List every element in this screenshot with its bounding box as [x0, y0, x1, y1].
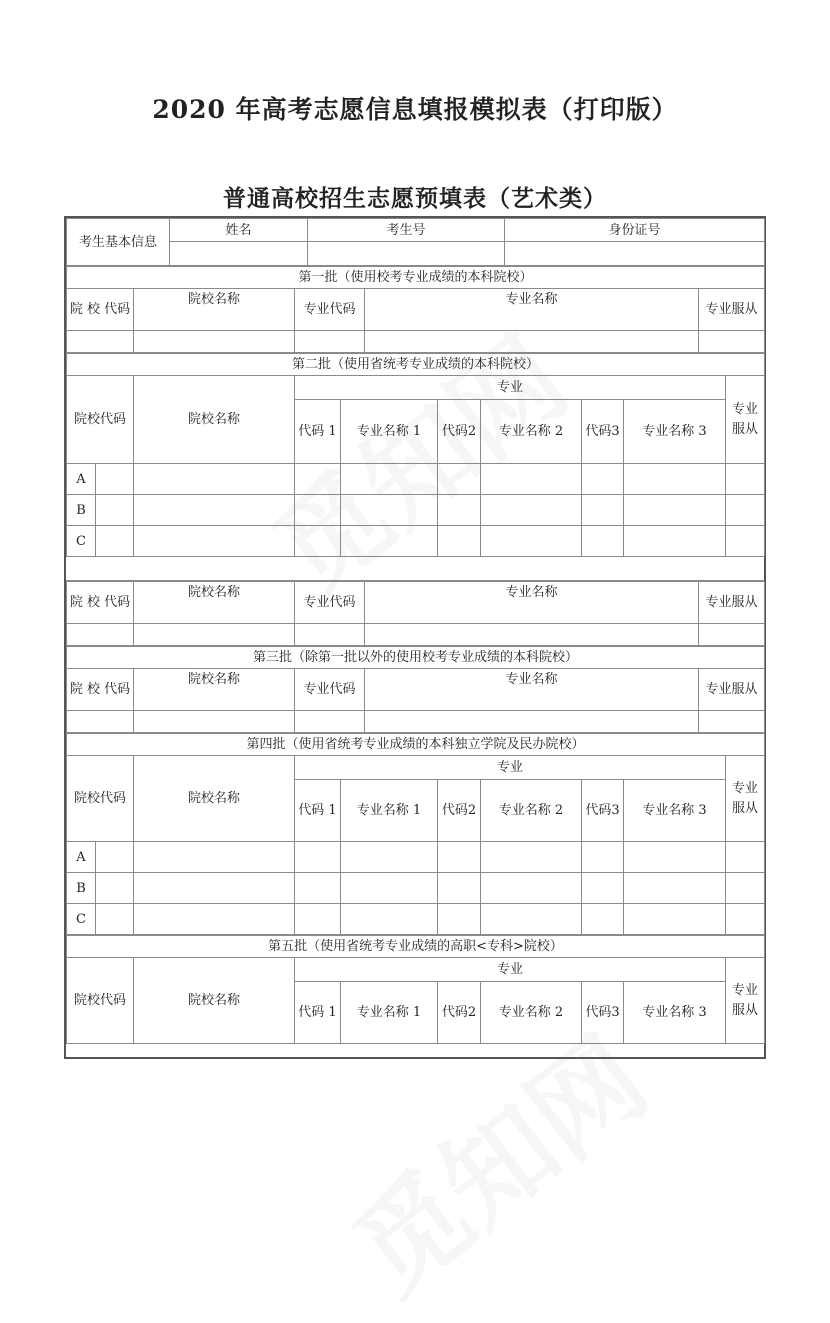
input-cell[interactable]	[341, 526, 438, 557]
input-cell[interactable]	[481, 873, 582, 904]
input-cell[interactable]	[96, 904, 134, 935]
input-cell[interactable]	[699, 624, 765, 646]
input-cell[interactable]	[481, 464, 582, 495]
spacer-row	[66, 557, 764, 581]
input-cell[interactable]	[96, 495, 134, 526]
input-cell[interactable]	[726, 842, 765, 873]
input-cell[interactable]	[438, 873, 481, 904]
input-cell[interactable]	[726, 526, 765, 557]
form-subtitle: 普通高校招生志愿预填表（艺术类）	[223, 185, 607, 212]
school-code-header: 院 校 代码	[67, 289, 134, 331]
form-sheet	[64, 216, 766, 1059]
input-cell[interactable]	[365, 711, 699, 733]
input-cell[interactable]	[295, 495, 341, 526]
input-cell[interactable]	[134, 873, 295, 904]
major-code-header: 专业代码	[295, 582, 365, 624]
school-code-header: 院 校 代码	[67, 582, 134, 624]
school-name-header: 院校名称	[134, 289, 295, 331]
input-cell[interactable]	[481, 904, 582, 935]
input-cell[interactable]	[481, 842, 582, 873]
input-cell[interactable]	[96, 873, 134, 904]
batch1-table	[66, 266, 765, 353]
row-label: B	[67, 873, 96, 904]
row-label: B	[67, 495, 96, 526]
code1-header: 代码 1	[295, 400, 341, 464]
school-name-header: 院校名称	[134, 582, 295, 624]
batch5-table	[66, 935, 765, 1044]
major-code-header: 专业代码	[295, 669, 365, 711]
input-cell[interactable]	[582, 873, 624, 904]
input-cell[interactable]	[582, 842, 624, 873]
input-cell[interactable]	[726, 904, 765, 935]
major-group-header: 专业	[295, 958, 726, 982]
name3-header: 专业名称 3	[624, 400, 726, 464]
input-cell[interactable]	[67, 331, 134, 353]
code2-header: 代码2	[438, 780, 481, 842]
document-title: 2020 年高考志愿信息填报模拟表（打印版）	[152, 95, 678, 124]
input-cell[interactable]	[134, 526, 295, 557]
major-obey-header: 专业服从	[699, 289, 765, 331]
input-cell[interactable]	[341, 495, 438, 526]
input-cell[interactable]	[438, 464, 481, 495]
input-cell[interactable]	[134, 624, 295, 646]
name1-header: 专业名称 1	[341, 780, 438, 842]
school-code-header: 院校代码	[67, 376, 134, 464]
input-cell[interactable]	[341, 464, 438, 495]
input-cell[interactable]	[582, 495, 624, 526]
row-label: A	[67, 842, 96, 873]
input-cell[interactable]	[295, 624, 365, 646]
basic-info-label: 考生基本信息	[67, 219, 170, 266]
input-cell[interactable]	[481, 495, 582, 526]
input-cell[interactable]	[582, 904, 624, 935]
input-cell[interactable]	[295, 331, 365, 353]
input-cell[interactable]	[134, 464, 295, 495]
code3-header: 代码3	[582, 982, 624, 1044]
input-cell[interactable]	[134, 495, 295, 526]
batch5-heading: 第五批（使用省统考专业成绩的高职<专科>院校）	[67, 936, 765, 958]
input-cell[interactable]	[134, 842, 295, 873]
code2-header: 代码2	[438, 982, 481, 1044]
input-cell[interactable]	[341, 873, 438, 904]
student-info-table	[66, 218, 765, 266]
input-cell[interactable]	[726, 495, 765, 526]
school-code-header: 院校代码	[67, 756, 134, 842]
batch4-heading: 第四批（使用省统考专业成绩的本科独立学院及民办院校）	[67, 734, 765, 756]
input-cell[interactable]	[438, 495, 481, 526]
major-obey-header: 专业服从	[726, 958, 765, 1044]
name2-header: 专业名称 2	[481, 982, 582, 1044]
input-cell[interactable]	[96, 464, 134, 495]
input-cell[interactable]	[624, 526, 726, 557]
school-name-header: 院校名称	[134, 376, 295, 464]
name-header: 姓名	[170, 219, 308, 242]
batch2-heading: 第二批（使用省统考专业成绩的本科院校）	[67, 354, 765, 376]
input-cell[interactable]	[624, 873, 726, 904]
input-cell[interactable]	[481, 526, 582, 557]
input-cell[interactable]	[438, 526, 481, 557]
batch1-heading: 第一批（使用校考专业成绩的本科院校）	[67, 267, 765, 289]
major-name-header: 专业名称	[365, 289, 699, 331]
input-cell[interactable]	[96, 842, 134, 873]
major-name-header: 专业名称	[365, 669, 699, 711]
name1-header: 专业名称 1	[341, 982, 438, 1044]
name1-header: 专业名称 1	[341, 400, 438, 464]
school-code-header: 院 校 代码	[67, 669, 134, 711]
input-cell[interactable]	[295, 464, 341, 495]
input-cell[interactable]	[365, 624, 699, 646]
major-group-header: 专业	[295, 756, 726, 780]
batch3-table	[66, 646, 765, 733]
input-cell[interactable]	[341, 842, 438, 873]
id-no-cell[interactable]	[505, 242, 765, 266]
batch4-table	[66, 733, 765, 935]
major-obey-header: 专业服从	[726, 756, 765, 842]
input-cell[interactable]	[624, 464, 726, 495]
input-cell[interactable]	[295, 873, 341, 904]
input-cell[interactable]	[341, 904, 438, 935]
code3-header: 代码3	[582, 400, 624, 464]
row-label: C	[67, 904, 96, 935]
input-cell[interactable]	[295, 711, 365, 733]
major-obey-header: 专业服从	[699, 669, 765, 711]
school-name-header: 院校名称	[134, 958, 295, 1044]
code1-header: 代码 1	[295, 982, 341, 1044]
school-code-header: 院校代码	[67, 958, 134, 1044]
input-cell[interactable]	[438, 904, 481, 935]
input-cell[interactable]	[67, 711, 134, 733]
input-cell[interactable]	[295, 842, 341, 873]
code1-header: 代码 1	[295, 780, 341, 842]
input-cell[interactable]	[134, 904, 295, 935]
exam-no-cell[interactable]	[308, 242, 505, 266]
code3-header: 代码3	[582, 780, 624, 842]
name-cell[interactable]	[170, 242, 308, 266]
input-cell[interactable]	[438, 842, 481, 873]
name2-header: 专业名称 2	[481, 780, 582, 842]
school-name-header: 院校名称	[134, 669, 295, 711]
input-cell[interactable]	[624, 495, 726, 526]
row-label: A	[67, 464, 96, 495]
major-name-header: 专业名称	[365, 582, 699, 624]
school-name-header: 院校名称	[134, 756, 295, 842]
name3-header: 专业名称 3	[624, 982, 726, 1044]
major-code-header: 专业代码	[295, 289, 365, 331]
exam-no-header: 考生号	[308, 219, 505, 242]
input-cell[interactable]	[582, 526, 624, 557]
input-cell[interactable]	[624, 842, 726, 873]
input-cell[interactable]	[582, 464, 624, 495]
input-cell[interactable]	[726, 464, 765, 495]
batch3-heading: 第三批（除第一批以外的使用校考专业成绩的本科院校）	[67, 647, 765, 669]
input-cell[interactable]	[726, 873, 765, 904]
input-cell[interactable]	[134, 711, 295, 733]
input-cell[interactable]	[699, 711, 765, 733]
input-cell[interactable]	[624, 904, 726, 935]
name2-header: 专业名称 2	[481, 400, 582, 464]
row-label: C	[67, 526, 96, 557]
batch2-extra-table	[66, 581, 765, 646]
major-obey-header: 专业服从	[726, 376, 765, 464]
major-obey-header: 专业服从	[699, 582, 765, 624]
input-cell[interactable]	[96, 526, 134, 557]
batch2-table	[66, 353, 765, 557]
input-cell[interactable]	[365, 331, 699, 353]
input-cell[interactable]	[67, 624, 134, 646]
input-cell[interactable]	[699, 331, 765, 353]
major-group-header: 专业	[295, 376, 726, 400]
input-cell[interactable]	[295, 526, 341, 557]
id-no-header: 身份证号	[505, 219, 765, 242]
name3-header: 专业名称 3	[624, 780, 726, 842]
input-cell[interactable]	[134, 331, 295, 353]
code2-header: 代码2	[438, 400, 481, 464]
input-cell[interactable]	[295, 904, 341, 935]
